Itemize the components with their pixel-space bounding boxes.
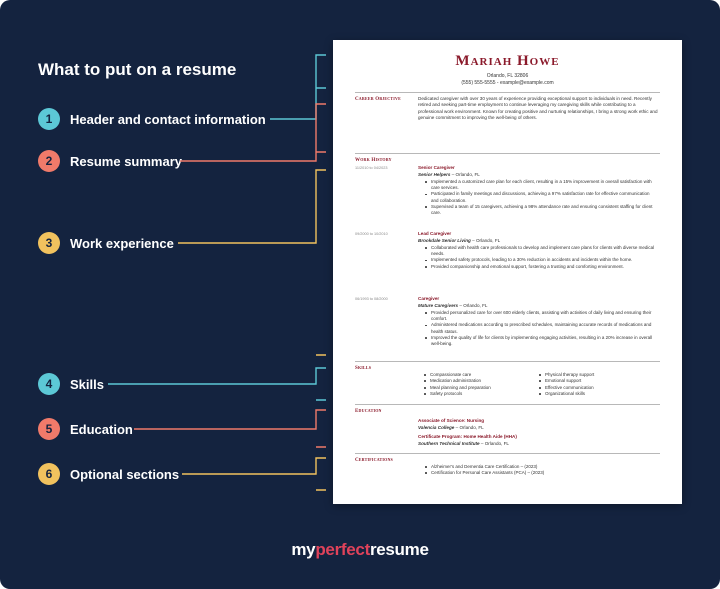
list-item: Implemented a customized care plan for each client, resulting in a 15% improvement in overall satisfaction with care services.: [418, 179, 658, 191]
connector-header: [270, 55, 326, 119]
job-dates: 06/1993 to 08/2000: [355, 297, 388, 301]
list-item: Supervised a team of 15 caregivers, achieving a 98% attendance rate and ensuring consistent staffing for client care.: [418, 204, 658, 216]
job-company: Senior Helpers – Orlando, FL: [418, 172, 480, 177]
list-item: Provided companionship and emotional support, fostering a trusting and comforting environment.: [418, 264, 658, 270]
divider: [355, 404, 660, 405]
divider: [355, 361, 660, 362]
section-title-education: Education: [355, 409, 382, 414]
education-degree: Certificate Program: Home Health Aide (HHA): [418, 434, 517, 439]
list-item: Administered medications according to prescribed schedules, maintaining accurate records of medications and health status.: [418, 322, 658, 334]
divider: [355, 92, 660, 93]
objective-text: Dedicated caregiver with over 30 years of experience providing exceptional support to individuals in need. Recently retired and seeking part-time employment to continue leveraging my caregiving skills while contributing to a professional work environment. Known for creating positive and nurturing relationships, I bring a strong work ethic and genuine commitment to improving the well-being of others.: [418, 96, 658, 120]
job-dates: 11/2010 to 04/2023: [355, 166, 388, 170]
step-label: Skills: [70, 376, 104, 392]
page-title: What to put on a resume: [38, 60, 237, 79]
step-number: 2: [38, 150, 60, 172]
brand-part-accent: perfect: [315, 540, 370, 559]
connector-optional: [182, 458, 326, 490]
divider: [355, 453, 660, 454]
step-number: 6: [38, 463, 60, 485]
list-item: Improved the quality of life for clients by implementing engaging activities, resulting in a 20% increase in overall well-being.: [418, 335, 658, 347]
job-bullets: [418, 245, 658, 270]
step-label: Header and contact information: [70, 111, 266, 127]
step-label: Optional sections: [70, 466, 180, 482]
connector-skills: [108, 368, 326, 400]
resume-name: Mariah Howe: [455, 53, 560, 69]
job-bullets: [418, 310, 658, 347]
job-company: Mature Caregivers – Orlando, FL: [418, 303, 488, 308]
section-title-objective: Career Objective: [355, 97, 401, 102]
list-item: Emotional support: [539, 378, 659, 384]
connector-education: [134, 410, 326, 447]
step-label: Education: [70, 421, 133, 437]
job-dates: 09/2000 to 10/2010: [355, 232, 388, 236]
step-number: 5: [38, 418, 60, 440]
list-item: Alzheimer's and Dementia Care Certification – (2023): [418, 464, 658, 470]
list-item: Participated in family meetings and discussions, achieving a 97% satisfaction rate for effective communication and collaboration.: [418, 191, 658, 203]
list-item: Certification for Personal Care Assistants (PCA) – (2023): [418, 470, 658, 476]
job-company: Brookdale Senior Living – Orlando, FL: [418, 238, 501, 243]
step-label: Resume summary: [70, 153, 182, 169]
step-label: Work experience: [70, 235, 174, 251]
job-title: Lead Caregiver: [418, 231, 452, 236]
list-item: Meal planning and preparation: [424, 385, 544, 391]
resume-contact: (555) 555-5555 - example@example.com: [461, 80, 554, 86]
step-number: 4: [38, 373, 60, 395]
brand-part: resume: [369, 540, 429, 559]
brand-logo: [0, 540, 720, 560]
list-item: Implemented safety protocols, leading to a 30% reduction in accidents and incidents within the home.: [418, 257, 658, 263]
resume-document: [333, 40, 682, 504]
section-title-skills: Skills: [355, 366, 372, 371]
connector-work: [178, 170, 326, 355]
step-number: 1: [38, 108, 60, 130]
divider: [355, 153, 660, 154]
resume-location: Orlando, FL 32806: [486, 73, 529, 79]
list-item: Effective communication: [539, 385, 659, 391]
list-item: Provided personalized care for over 600 elderly clients, assisting with activities of daily living and ensuring their comfort.: [418, 310, 658, 322]
skills-list-left: [424, 372, 544, 397]
connector-summary: [180, 104, 326, 161]
section-title-certifications: Certifications: [355, 458, 393, 463]
list-item: Medication administration: [424, 378, 544, 384]
brand-part: my: [291, 540, 316, 559]
job-bullets: [418, 179, 658, 216]
list-item: Collaborated with health care professionals to develop and implement care plans for clients with diverse medical needs.: [418, 245, 658, 257]
section-title-work: Work History: [355, 158, 392, 163]
list-item: Organizational skills: [539, 391, 659, 397]
skills-list-right: [539, 372, 659, 397]
list-item: Physical therapy support: [539, 372, 659, 378]
education-degree: Associate of Science: Nursing: [418, 418, 485, 423]
education-school: Valencia College – Orlando, FL: [418, 425, 484, 430]
certifications-list: [418, 464, 658, 476]
job-title: Caregiver: [418, 296, 440, 301]
list-item: Safety protocols: [424, 391, 544, 397]
step-number: 3: [38, 232, 60, 254]
list-item: Compassionate care: [424, 372, 544, 378]
education-school: Southern Technical Institute – Orlando, FL: [418, 441, 509, 446]
job-title: Senior Caregiver: [418, 165, 455, 170]
